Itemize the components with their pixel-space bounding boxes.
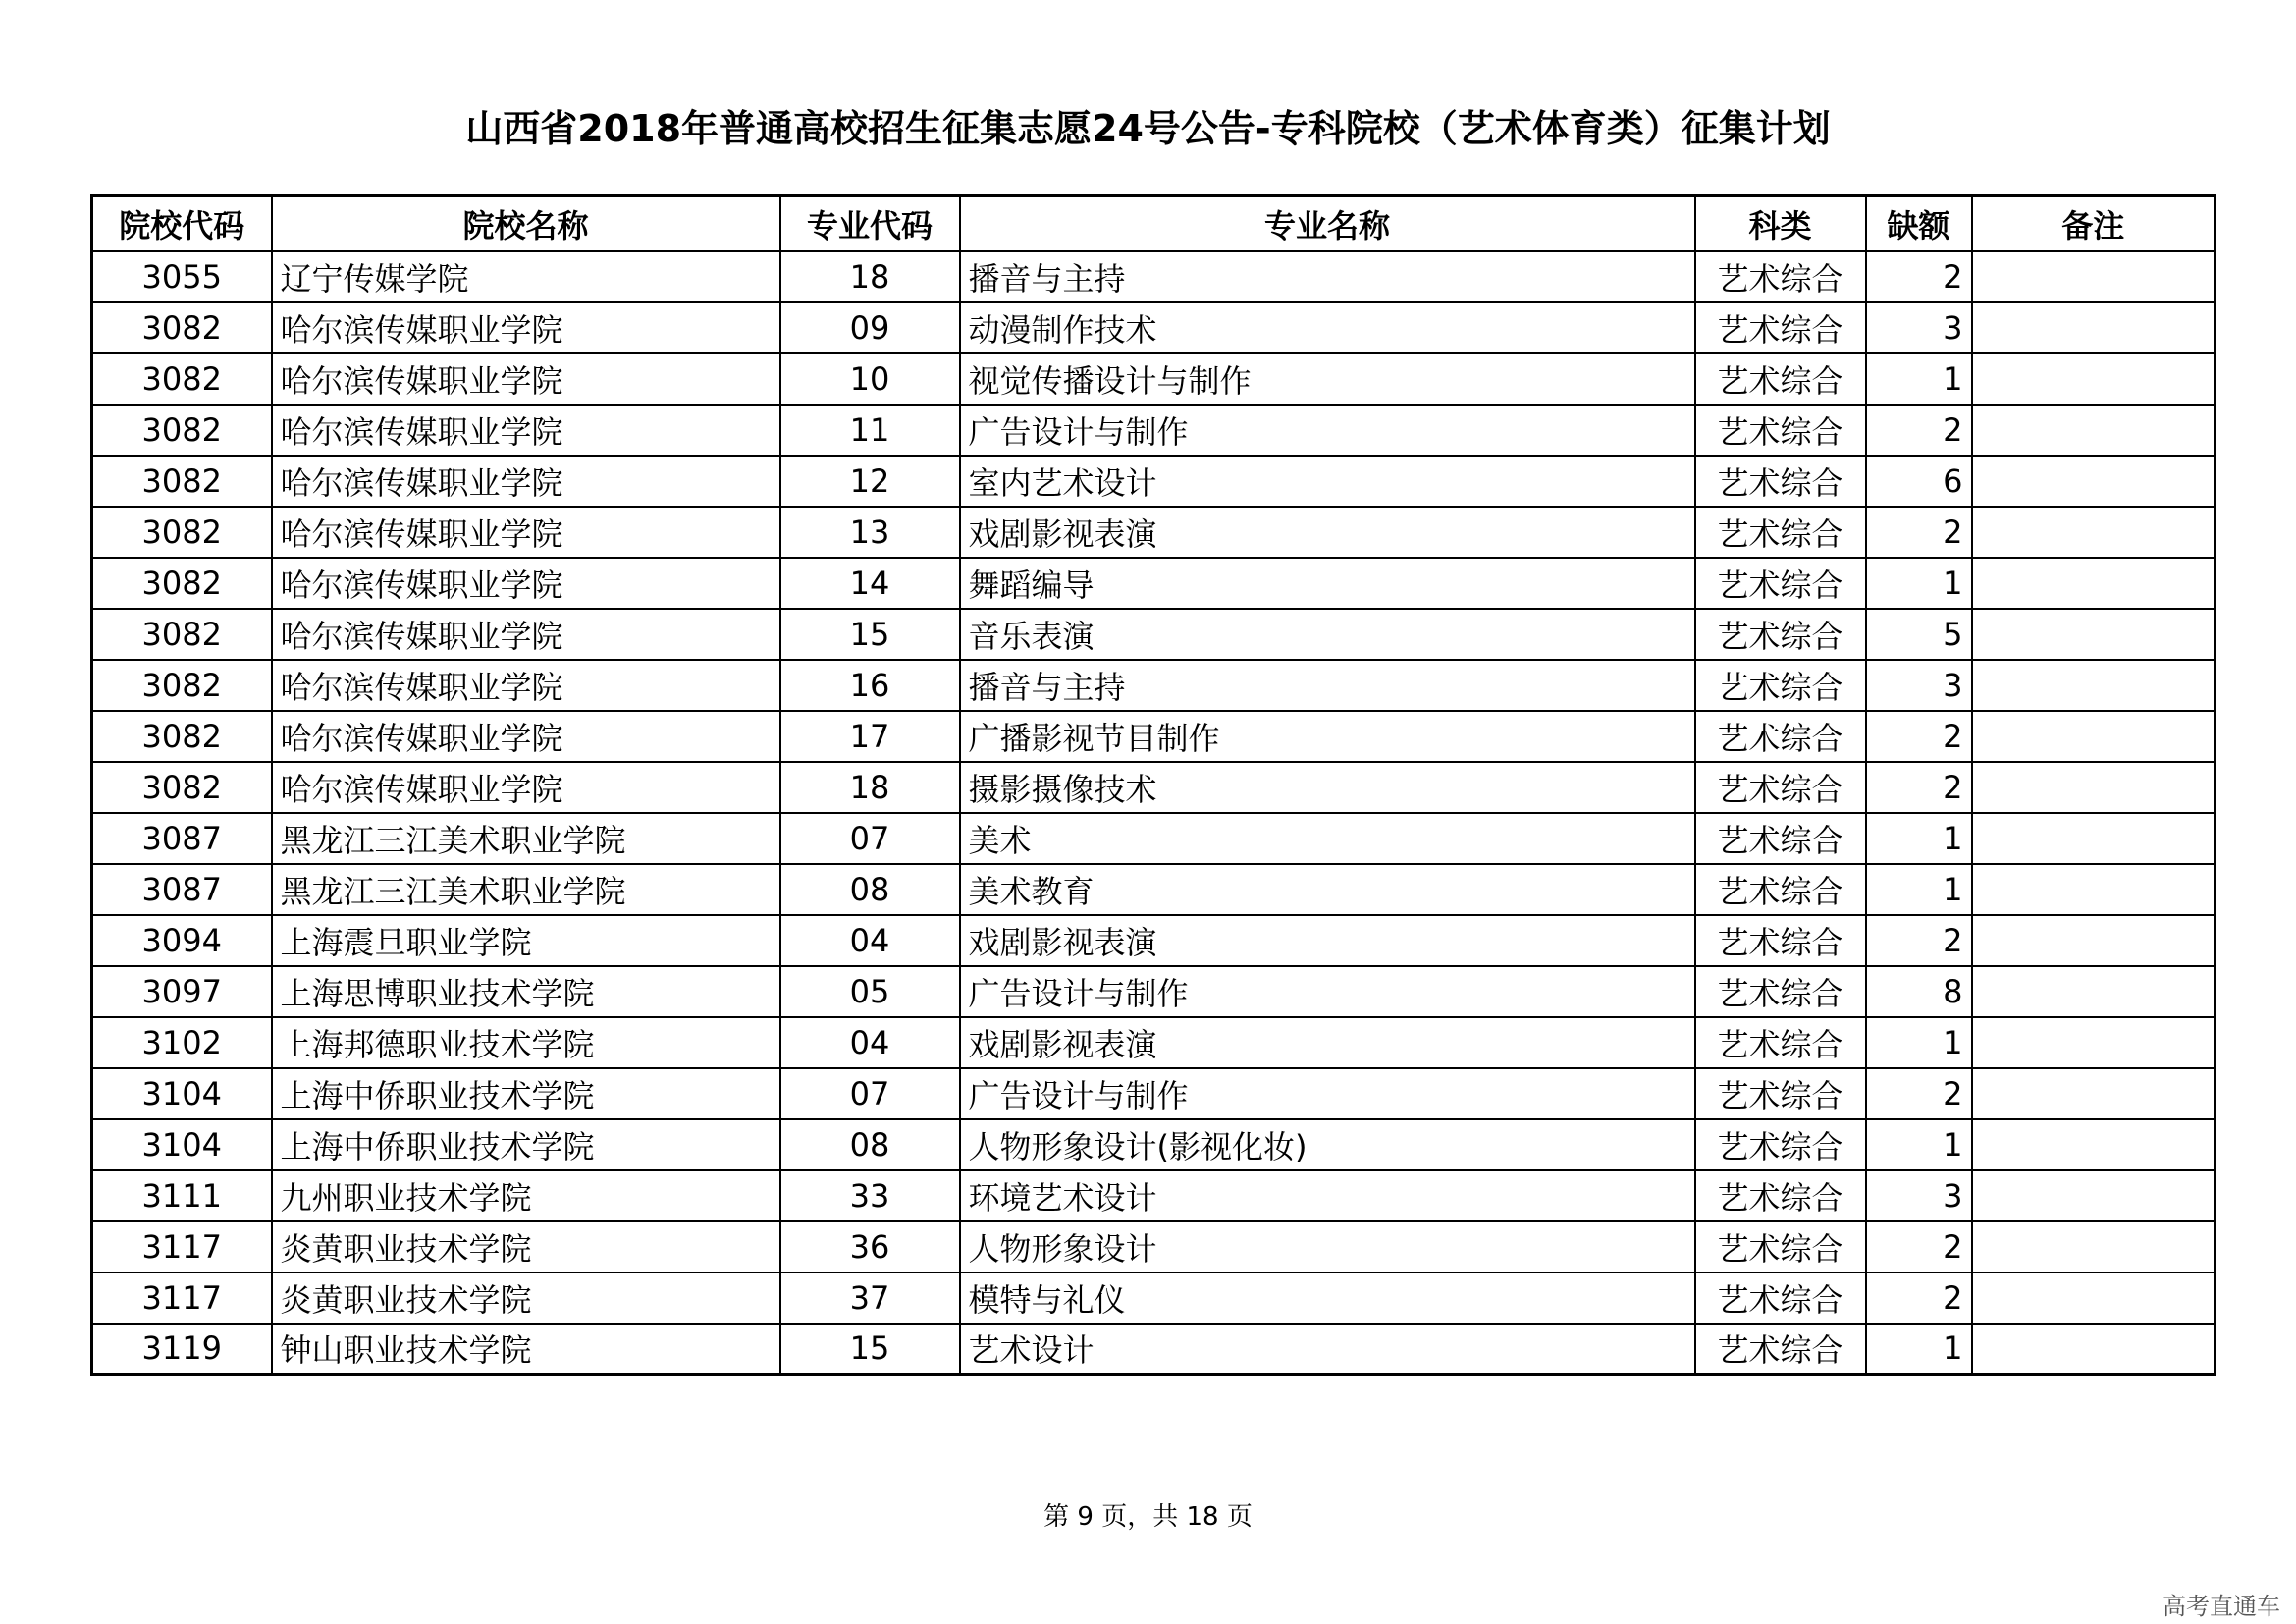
table-row	[92, 1170, 2216, 1221]
cell-vacancy: 3	[1866, 1170, 1972, 1221]
cell-remarks	[1972, 813, 2216, 864]
table-body	[92, 251, 2216, 1375]
header-major-name: 专业名称	[960, 196, 1695, 251]
cell-school-name: 上海中侨职业技术学院	[272, 1119, 780, 1170]
cell-school-code: 3104	[92, 1068, 272, 1119]
cell-vacancy: 1	[1866, 558, 1972, 609]
cell-remarks	[1972, 609, 2216, 660]
cell-remarks	[1972, 1221, 2216, 1272]
cell-vacancy: 1	[1866, 1324, 1972, 1375]
header-school-code: 院校代码	[92, 196, 272, 251]
cell-vacancy: 1	[1866, 353, 1972, 405]
cell-school-name: 九州职业技术学院	[272, 1170, 780, 1221]
table-row	[92, 353, 2216, 405]
cell-vacancy: 2	[1866, 507, 1972, 558]
cell-major-code: 14	[780, 558, 960, 609]
cell-major-name: 舞蹈编导	[960, 558, 1695, 609]
cell-school-name: 炎黄职业技术学院	[272, 1221, 780, 1272]
header-category: 科类	[1695, 196, 1866, 251]
cell-category: 艺术综合	[1695, 405, 1866, 456]
cell-major-name: 美术教育	[960, 864, 1695, 915]
cell-major-name: 戏剧影视表演	[960, 1017, 1695, 1068]
cell-school-code: 3082	[92, 711, 272, 762]
cell-major-code: 07	[780, 1068, 960, 1119]
cell-remarks	[1972, 251, 2216, 302]
cell-major-code: 04	[780, 1017, 960, 1068]
cell-major-code: 15	[780, 609, 960, 660]
cell-major-code: 17	[780, 711, 960, 762]
table-row	[92, 813, 2216, 864]
cell-category: 艺术综合	[1695, 711, 1866, 762]
watermark: 高考直通车	[2163, 1593, 2280, 1620]
cell-vacancy: 3	[1866, 302, 1972, 353]
cell-category: 艺术综合	[1695, 1170, 1866, 1221]
cell-major-name: 视觉传播设计与制作	[960, 353, 1695, 405]
cell-vacancy: 2	[1866, 762, 1972, 813]
cell-remarks	[1972, 456, 2216, 507]
cell-school-code: 3082	[92, 405, 272, 456]
table-row	[92, 1119, 2216, 1170]
table-row	[92, 1272, 2216, 1324]
cell-major-name: 广告设计与制作	[960, 405, 1695, 456]
cell-school-code: 3082	[92, 558, 272, 609]
cell-vacancy: 1	[1866, 813, 1972, 864]
cell-major-code: 05	[780, 966, 960, 1017]
cell-major-code: 07	[780, 813, 960, 864]
cell-school-name: 哈尔滨传媒职业学院	[272, 353, 780, 405]
cell-major-code: 18	[780, 251, 960, 302]
cell-vacancy: 1	[1866, 864, 1972, 915]
cell-school-name: 哈尔滨传媒职业学院	[272, 609, 780, 660]
cell-category: 艺术综合	[1695, 1272, 1866, 1324]
table-row	[92, 1068, 2216, 1119]
cell-school-code: 3082	[92, 507, 272, 558]
cell-vacancy: 6	[1866, 456, 1972, 507]
cell-major-name: 模特与礼仪	[960, 1272, 1695, 1324]
cell-category: 艺术综合	[1695, 966, 1866, 1017]
cell-vacancy: 8	[1866, 966, 1972, 1017]
cell-category: 艺术综合	[1695, 1017, 1866, 1068]
cell-remarks	[1972, 507, 2216, 558]
cell-remarks	[1972, 762, 2216, 813]
cell-vacancy: 2	[1866, 405, 1972, 456]
cell-major-name: 室内艺术设计	[960, 456, 1695, 507]
cell-major-code: 12	[780, 456, 960, 507]
cell-school-name: 上海震旦职业学院	[272, 915, 780, 966]
cell-vacancy: 1	[1866, 1119, 1972, 1170]
table-row	[92, 609, 2216, 660]
table-row	[92, 762, 2216, 813]
cell-school-code: 3082	[92, 456, 272, 507]
cell-remarks	[1972, 915, 2216, 966]
cell-school-code: 3119	[92, 1324, 272, 1375]
cell-remarks	[1972, 711, 2216, 762]
cell-school-code: 3082	[92, 609, 272, 660]
cell-remarks	[1972, 405, 2216, 456]
table-row	[92, 251, 2216, 302]
cell-school-name: 哈尔滨传媒职业学院	[272, 558, 780, 609]
cell-category: 艺术综合	[1695, 1068, 1866, 1119]
table-row	[92, 660, 2216, 711]
cell-school-name: 哈尔滨传媒职业学院	[272, 762, 780, 813]
cell-vacancy: 2	[1866, 711, 1972, 762]
page-footer: 第 9 页，共 18 页	[1043, 1502, 1253, 1532]
cell-major-code: 08	[780, 1119, 960, 1170]
cell-school-name: 黑龙江三江美术职业学院	[272, 813, 780, 864]
table-row	[92, 302, 2216, 353]
cell-category: 艺术综合	[1695, 251, 1866, 302]
cell-major-name: 人物形象设计	[960, 1221, 1695, 1272]
table-row	[92, 405, 2216, 456]
cell-school-code: 3094	[92, 915, 272, 966]
cell-remarks	[1972, 1119, 2216, 1170]
cell-school-name: 黑龙江三江美术职业学院	[272, 864, 780, 915]
cell-major-name: 广告设计与制作	[960, 1068, 1695, 1119]
cell-school-code: 3082	[92, 353, 272, 405]
table-row	[92, 507, 2216, 558]
cell-remarks	[1972, 1272, 2216, 1324]
cell-vacancy: 3	[1866, 660, 1972, 711]
cell-major-name: 摄影摄像技术	[960, 762, 1695, 813]
cell-major-name: 美术	[960, 813, 1695, 864]
cell-major-code: 18	[780, 762, 960, 813]
cell-remarks	[1972, 660, 2216, 711]
cell-category: 艺术综合	[1695, 558, 1866, 609]
cell-category: 艺术综合	[1695, 1221, 1866, 1272]
cell-remarks	[1972, 864, 2216, 915]
cell-major-code: 08	[780, 864, 960, 915]
cell-major-name: 广告设计与制作	[960, 966, 1695, 1017]
cell-remarks	[1972, 1068, 2216, 1119]
cell-major-code: 10	[780, 353, 960, 405]
cell-school-code: 3055	[92, 251, 272, 302]
table-row	[92, 915, 2216, 966]
cell-major-code: 09	[780, 302, 960, 353]
table-header-row	[92, 196, 2216, 251]
cell-remarks	[1972, 302, 2216, 353]
cell-major-name: 广播影视节目制作	[960, 711, 1695, 762]
table-row	[92, 456, 2216, 507]
cell-vacancy: 2	[1866, 915, 1972, 966]
cell-major-code: 36	[780, 1221, 960, 1272]
cell-category: 艺术综合	[1695, 1119, 1866, 1170]
cell-major-code: 16	[780, 660, 960, 711]
cell-major-name: 播音与主持	[960, 660, 1695, 711]
cell-school-code: 3102	[92, 1017, 272, 1068]
cell-major-name: 播音与主持	[960, 251, 1695, 302]
cell-remarks	[1972, 1017, 2216, 1068]
cell-vacancy: 5	[1866, 609, 1972, 660]
table-row	[92, 1221, 2216, 1272]
header-vacancy: 缺额	[1866, 196, 1972, 251]
cell-remarks	[1972, 1170, 2216, 1221]
table-row	[92, 711, 2216, 762]
cell-category: 艺术综合	[1695, 660, 1866, 711]
table-row	[92, 966, 2216, 1017]
table-row	[92, 1324, 2216, 1375]
cell-school-name: 上海思博职业技术学院	[272, 966, 780, 1017]
cell-school-code: 3087	[92, 813, 272, 864]
cell-remarks	[1972, 353, 2216, 405]
cell-major-name: 音乐表演	[960, 609, 1695, 660]
cell-school-name: 辽宁传媒学院	[272, 251, 780, 302]
cell-major-name: 戏剧影视表演	[960, 915, 1695, 966]
cell-school-name: 上海邦德职业技术学院	[272, 1017, 780, 1068]
page-title: 山西省2018年普通高校招生征集志愿24号公告-专科院校（艺术体育类）征集计划	[465, 107, 1831, 150]
cell-vacancy: 2	[1866, 1272, 1972, 1324]
cell-major-code: 37	[780, 1272, 960, 1324]
cell-school-name: 哈尔滨传媒职业学院	[272, 456, 780, 507]
cell-remarks	[1972, 558, 2216, 609]
cell-category: 艺术综合	[1695, 609, 1866, 660]
cell-major-code: 04	[780, 915, 960, 966]
cell-category: 艺术综合	[1695, 353, 1866, 405]
cell-school-name: 哈尔滨传媒职业学院	[272, 302, 780, 353]
cell-category: 艺术综合	[1695, 813, 1866, 864]
cell-vacancy: 2	[1866, 1221, 1972, 1272]
cell-school-name: 炎黄职业技术学院	[272, 1272, 780, 1324]
cell-major-code: 15	[780, 1324, 960, 1375]
cell-category: 艺术综合	[1695, 456, 1866, 507]
cell-school-code: 3082	[92, 302, 272, 353]
cell-major-name: 动漫制作技术	[960, 302, 1695, 353]
cell-school-code: 3087	[92, 864, 272, 915]
cell-school-name: 哈尔滨传媒职业学院	[272, 405, 780, 456]
header-remarks: 备注	[1972, 196, 2216, 251]
cell-school-name: 哈尔滨传媒职业学院	[272, 660, 780, 711]
cell-major-name: 艺术设计	[960, 1324, 1695, 1375]
cell-school-code: 3097	[92, 966, 272, 1017]
cell-school-name: 钟山职业技术学院	[272, 1324, 780, 1375]
header-school-name: 院校名称	[272, 196, 780, 251]
plan-table-container	[90, 194, 2214, 1376]
cell-category: 艺术综合	[1695, 864, 1866, 915]
cell-major-name: 环境艺术设计	[960, 1170, 1695, 1221]
cell-category: 艺术综合	[1695, 915, 1866, 966]
cell-school-code: 3111	[92, 1170, 272, 1221]
cell-category: 艺术综合	[1695, 762, 1866, 813]
cell-school-code: 3082	[92, 660, 272, 711]
cell-school-name: 上海中侨职业技术学院	[272, 1068, 780, 1119]
cell-school-code: 3082	[92, 762, 272, 813]
cell-category: 艺术综合	[1695, 302, 1866, 353]
cell-major-name: 人物形象设计(影视化妆)	[960, 1119, 1695, 1170]
cell-major-code: 33	[780, 1170, 960, 1221]
cell-school-code: 3117	[92, 1221, 272, 1272]
cell-category: 艺术综合	[1695, 1324, 1866, 1375]
cell-school-code: 3104	[92, 1119, 272, 1170]
header-major-code: 专业代码	[780, 196, 960, 251]
cell-category: 艺术综合	[1695, 507, 1866, 558]
cell-vacancy: 2	[1866, 251, 1972, 302]
cell-school-name: 哈尔滨传媒职业学院	[272, 711, 780, 762]
cell-major-code: 11	[780, 405, 960, 456]
cell-vacancy: 2	[1866, 1068, 1972, 1119]
cell-major-code: 13	[780, 507, 960, 558]
plan-table	[90, 194, 2216, 1376]
table-row	[92, 1017, 2216, 1068]
table-row	[92, 558, 2216, 609]
cell-vacancy: 1	[1866, 1017, 1972, 1068]
cell-school-name: 哈尔滨传媒职业学院	[272, 507, 780, 558]
cell-major-name: 戏剧影视表演	[960, 507, 1695, 558]
cell-school-code: 3117	[92, 1272, 272, 1324]
table-row	[92, 864, 2216, 915]
cell-remarks	[1972, 1324, 2216, 1375]
cell-remarks	[1972, 966, 2216, 1017]
